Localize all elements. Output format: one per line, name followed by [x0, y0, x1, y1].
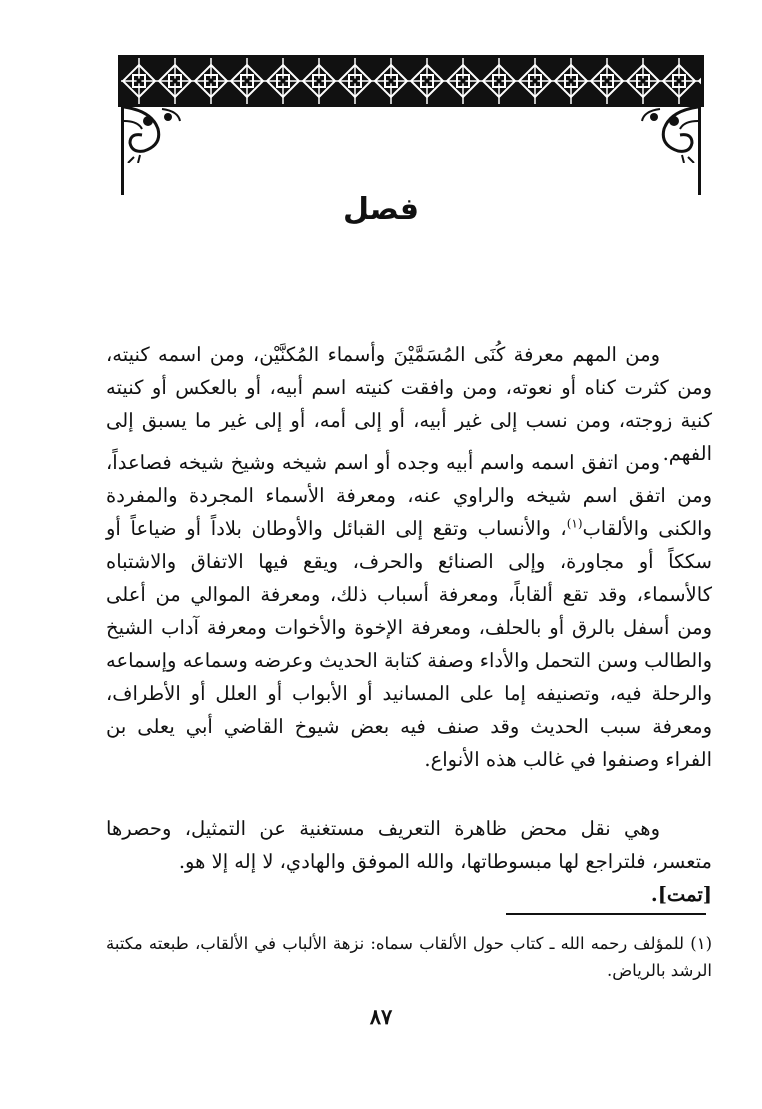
- lattice-motif: [337, 58, 373, 104]
- lattice-motif: [553, 58, 589, 104]
- footnote: (١) للمؤلف رحمه الله ـ كتاب حول الألقاب سماه: نزهة الألباب في الألقاب، طبعته مكتبة الرشد بالرياض.: [106, 934, 712, 980]
- lattice-motif: [121, 58, 157, 104]
- paragraph-2-text-end: ، والأنساب وتقع إلى القبائل والأوطان بلاداً أو ضياعاً أو سككاً أو مجاورة، وإلى الصنائع والحرف، ويقع فيها الاتفاق والاشتباه كالأسماء، وقد تقع ألقاباً، ومعرفة أسباب ذلك، ومعرفة الموالي من أعلى ومن أسفل بالرق أو بالحلف، ومعرفة الإخوة والأخوات ومعرفة آداب الشيخ والطالب وسن التحمل والأداء وصفة كتابة الحديث وعرضه وسماعه وإسماعه والرحلة فيه، وتصنيفه إما على المسانيد أو الأبواب أو العلل أو الأطراف، ومعرفة سبب الحديث وقد صنف فيه بعض شيوخ القاضي أبي يعلى بن الفراء وصنفوا في غالب هذه الأنواع.: [106, 517, 712, 771]
- paragraph-2-text-start: ومن اتفق اسمه واسم أبيه وجده أو اسم شيخه وشيخ شيخه فصاعداً، ومن اتفق اسم شيخه والراوي عنه، ومعرفة الأسماء المجردة والمفردة والكنى والألقاب: [106, 451, 712, 540]
- lattice-motif: [697, 58, 701, 104]
- footnote-divider: [506, 913, 706, 915]
- lattice-motif: [409, 58, 445, 104]
- lattice-motif: [193, 58, 229, 104]
- paragraph-1-text: ومن المهم معرفة كُنَى المُسَمَّيْنَ وأسماء المُكنَّيْن، ومن اسمه كنيته، ومن كثرت كناه أو نعوته، ومن وافقت كنيته اسم أبيه، أو بالعكس أو كنيته كنية زوجته، ومن نسب إلى غير أبيه، أو إلى أمه، أو إلى غير ما يسبق إلى الفهم.: [106, 343, 712, 465]
- section-heading: فصل: [343, 192, 419, 227]
- footnote-reference: (١): [566, 516, 583, 531]
- paragraph-3: [106, 812, 712, 911]
- lattice-motif: [589, 58, 625, 104]
- left-corner-ornament: [124, 107, 182, 163]
- lattice-motif: [373, 58, 409, 104]
- lattice-motif: [301, 58, 337, 104]
- paragraph-2: [106, 446, 712, 776]
- page-number: ٨٧: [369, 1004, 393, 1029]
- lattice-motif: [517, 58, 553, 104]
- ornamental-header-band: [118, 55, 704, 107]
- paragraph-3-text: وهي نقل محض ظاهرة التعريف مستغنية عن التمثيل، وحصرها متعسر، فلتراجع لها مبسوطاتها، والله الموفق والهادي، لا إله إلا هو.: [106, 817, 712, 873]
- lattice-motif: [265, 58, 301, 104]
- lattice-motif: [157, 58, 193, 104]
- lattice-motif: [661, 58, 697, 104]
- lattice-motif: [229, 58, 265, 104]
- right-corner-ornament: [640, 107, 698, 163]
- lattice-motif: [625, 58, 661, 104]
- end-mark: [تمت].: [650, 883, 712, 906]
- lattice-motif: [445, 58, 481, 104]
- lattice-motif: [481, 58, 517, 104]
- right-frame-line: [698, 107, 701, 195]
